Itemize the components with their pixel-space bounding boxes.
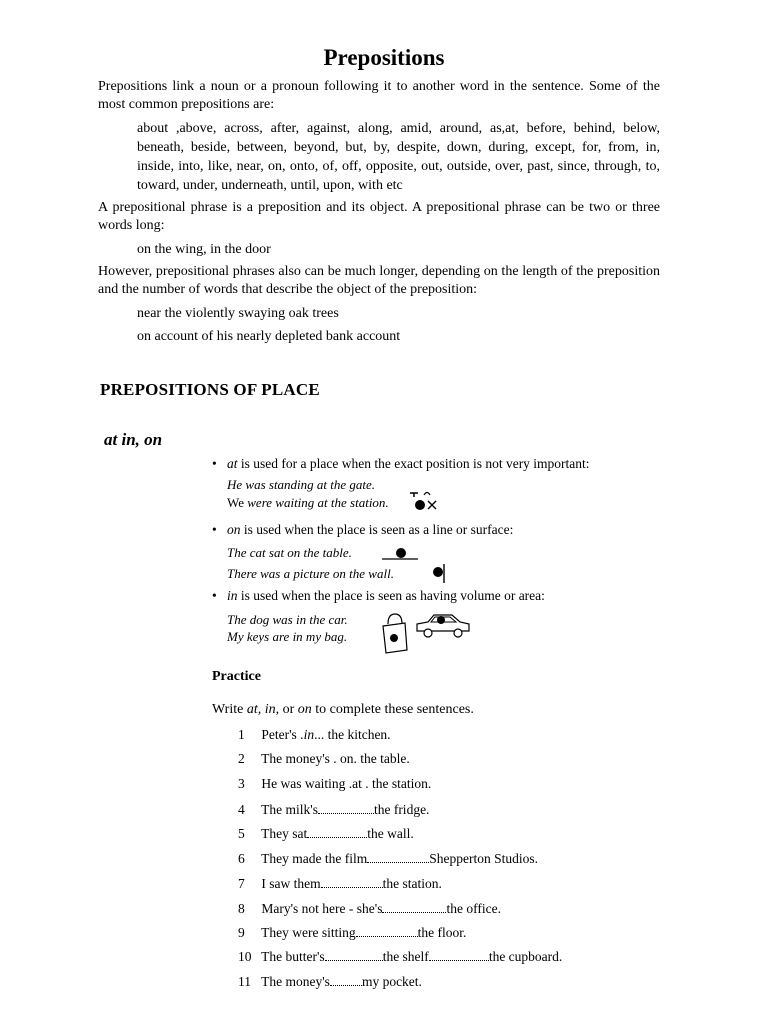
answer-blank[interactable] xyxy=(429,948,489,961)
car-icon xyxy=(414,612,472,640)
answer-blank[interactable] xyxy=(318,801,374,814)
item-text-end: the fridge. xyxy=(373,802,430,817)
answer-blank[interactable] xyxy=(382,900,446,913)
instr-or: or xyxy=(279,702,298,717)
rule-text: is used when the place is seen as a line or surface: xyxy=(240,522,514,537)
item-text-end: Shepperton Studios. xyxy=(429,851,538,866)
rule-text: is used when the place is seen as having volume or area: xyxy=(237,588,545,603)
rule-word: in xyxy=(227,588,238,603)
item-text-end: the cupboard. xyxy=(488,949,563,964)
instr-pre: Write xyxy=(212,702,247,717)
rule-word: on xyxy=(227,522,241,537)
example-long-phrase-2: on account of his nearly depleted bank account xyxy=(137,329,401,344)
example-italic: were waiting at the station. xyxy=(247,495,389,510)
answer-blank[interactable] xyxy=(356,924,418,937)
bullet-icon: • xyxy=(212,522,217,537)
item-text-end: the station. xyxy=(382,876,442,891)
item-number: 10 xyxy=(238,949,252,964)
item-number: 1 xyxy=(238,727,245,742)
practice-item-2 xyxy=(238,751,410,767)
instr-options: at, in, xyxy=(246,702,280,717)
rule-word: at xyxy=(227,456,238,471)
bullet-icon: • xyxy=(212,456,217,471)
practice-item-4 xyxy=(238,801,429,818)
practice-instructions xyxy=(212,702,474,718)
answer-blank[interactable] xyxy=(321,875,383,888)
answer-blank[interactable] xyxy=(367,850,429,863)
item-number: 7 xyxy=(238,876,245,891)
practice-item-1 xyxy=(238,727,391,743)
bullet-icon: • xyxy=(212,588,217,603)
item-answer[interactable]: in xyxy=(303,727,315,742)
instr-on: on xyxy=(297,702,312,717)
item-text: They sat xyxy=(261,826,308,841)
practice-item-10 xyxy=(238,948,562,965)
picture-on-wall-icon xyxy=(431,562,447,584)
item-text: The money's xyxy=(261,974,330,989)
intro-paragraph-1: Prepositions link a noun or a pronoun following it to another word in the sentence. Some of the most common prepositions are: xyxy=(98,79,660,112)
practice-item-3 xyxy=(238,776,431,792)
rule-at-example-1: He was standing at the gate. xyxy=(227,477,376,492)
item-text: The butter's xyxy=(261,949,325,964)
item-text-mid: the shelf xyxy=(382,949,429,964)
rule-on xyxy=(212,522,513,538)
item-text-end: the wall. xyxy=(367,826,414,841)
practice-item-6 xyxy=(238,850,538,867)
rule-in-example-2: My keys are in my bag. xyxy=(227,629,348,644)
example-long-phrase-1: near the violently swaying oak trees xyxy=(137,306,339,321)
item-number: 3 xyxy=(238,776,245,791)
practice-item-11 xyxy=(238,973,422,990)
item-text: They were sitting xyxy=(261,925,356,940)
item-text: They made the film xyxy=(261,851,368,866)
item-number: 6 xyxy=(238,851,245,866)
answer-blank[interactable] xyxy=(307,825,367,838)
item-text-end: ... the kitchen. xyxy=(314,727,391,742)
instr-post: to complete these sentences. xyxy=(311,702,474,717)
bag-icon xyxy=(380,612,410,656)
answer-blank[interactable] xyxy=(325,948,383,961)
common-prepositions-list: about ,above, across, after, against, along, amid, around, as,at, before, behind, below, beneath, beside, between, beyond, but, by, despite, down, during, except, for, from, in, inside, into, like, near, on, onto, of, off, opposite, out, outside, over, past, since, through, to, toward, under, underneath, until, upon, with etc xyxy=(137,121,660,193)
item-text-end: the office. xyxy=(446,901,501,916)
practice-title: Practice xyxy=(212,669,261,684)
item-number: 5 xyxy=(238,826,245,841)
practice-item-7 xyxy=(238,875,442,892)
section-subtitle: at in, on xyxy=(104,430,163,449)
intro-paragraph-3: However, prepositional phrases also can be much longer, depending on the length of the preposition and the number of words that describe the object of the preposition: xyxy=(98,264,660,297)
answer-blank[interactable] xyxy=(330,973,362,986)
item-number: 8 xyxy=(238,901,245,916)
page-title: Prepositions xyxy=(323,45,445,70)
item-text: The milk's xyxy=(261,802,318,817)
example-short-phrase: on the wing, in the door xyxy=(137,242,271,257)
item-number: 9 xyxy=(238,925,245,940)
item-text-end: my pocket. xyxy=(361,974,422,989)
item-text: The money's . on. the table. xyxy=(261,751,410,766)
rule-at xyxy=(212,456,590,472)
item-text: He was waiting .at . the station. xyxy=(261,776,432,791)
rule-at-example-2 xyxy=(227,495,389,511)
rule-in xyxy=(212,588,545,604)
rule-text: is used for a place when the exact position is not very important: xyxy=(237,456,590,471)
person-at-gate-icon xyxy=(408,489,442,513)
practice-item-5 xyxy=(238,825,414,842)
item-text: I saw them xyxy=(261,876,321,891)
rule-on-example-1: The cat sat on the table. xyxy=(227,545,352,560)
rule-in-example-1: The dog was in the car. xyxy=(227,612,348,627)
item-number: 11 xyxy=(238,974,251,989)
intro-paragraph-2: A prepositional phrase is a preposition and its object. A prepositional phrase can be two or three words long: xyxy=(98,200,660,233)
item-text-end: the floor. xyxy=(417,925,467,940)
example-plain: We xyxy=(227,495,248,510)
practice-item-8 xyxy=(238,900,501,917)
practice-item-9 xyxy=(238,924,466,941)
rule-on-example-2: There was a picture on the wall. xyxy=(227,566,394,581)
item-number: 4 xyxy=(238,802,245,817)
item-text: Peter's . xyxy=(261,727,304,742)
section-title: PREPOSITIONS OF PLACE xyxy=(100,380,320,399)
cat-on-table-icon xyxy=(380,545,420,561)
item-number: 2 xyxy=(238,751,245,766)
item-text: Mary's not here - she's xyxy=(261,901,383,916)
